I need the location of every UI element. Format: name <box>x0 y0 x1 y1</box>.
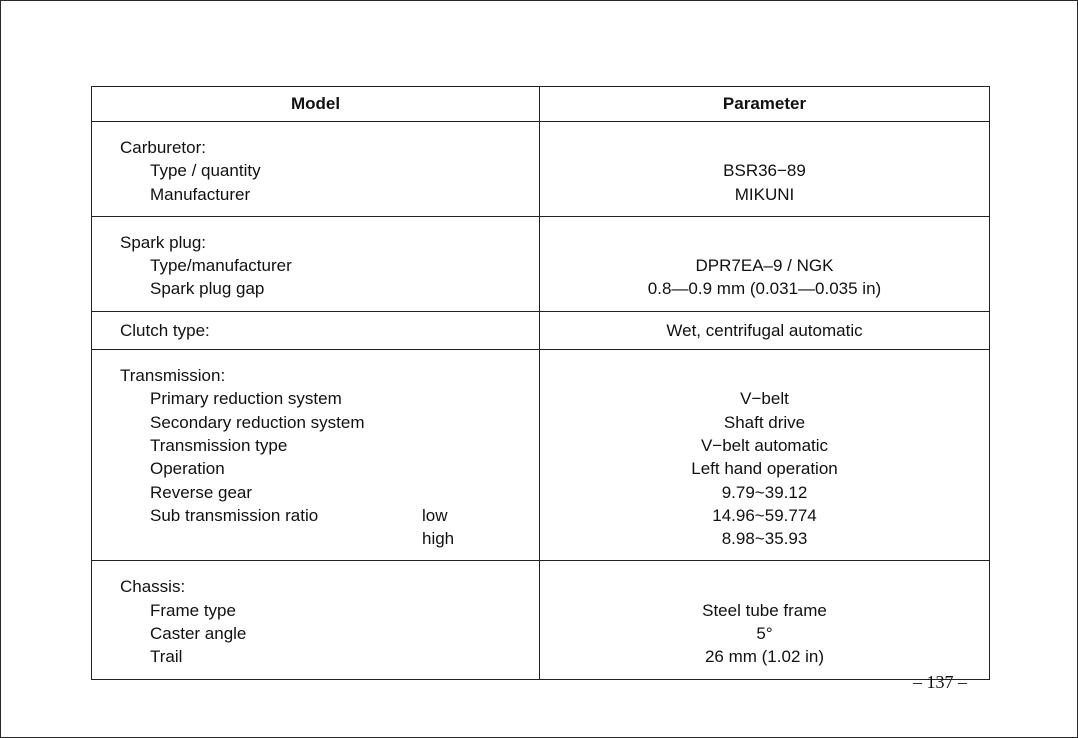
row-label: Spark plug gap <box>150 279 265 299</box>
row-value: Shaft drive <box>723 412 806 432</box>
section-carburetor <box>92 122 990 217</box>
table-header-row <box>92 87 990 122</box>
spec-table <box>91 86 990 680</box>
header-parameter: Parameter <box>540 87 990 122</box>
row-label: Frame type <box>150 600 236 620</box>
section-spark-plug <box>92 216 990 311</box>
row-value: Wet, centrifugal automatic <box>666 320 863 340</box>
row-label: Caster angle <box>150 624 247 644</box>
row-value: Steel tube frame <box>702 600 827 620</box>
section-chassis <box>92 561 990 679</box>
section-transmission <box>92 350 990 561</box>
row-label: Type/manufacturer <box>150 256 292 276</box>
row-label: Manufacturer <box>150 184 251 204</box>
row-value: DPR7EA–9 / NGK <box>695 256 834 276</box>
row-value: 9.79~39.12 <box>721 482 808 502</box>
row-value: V−belt automatic <box>700 435 829 455</box>
page-number: – 137 – <box>913 672 967 692</box>
row-label: Sub transmission ratio <box>150 505 319 525</box>
row-label: Transmission type <box>150 435 288 455</box>
row-value: Left hand operation <box>691 459 838 479</box>
row-value: 26 mm (1.02 in) <box>704 647 825 667</box>
section-title: Spark plug: <box>120 232 206 252</box>
section-title: Carburetor: <box>120 138 206 157</box>
table-row <box>92 527 539 550</box>
row-label: Trail <box>150 647 183 667</box>
section-title: Chassis: <box>120 577 186 597</box>
table-row <box>92 504 539 527</box>
row-value: MIKUNI <box>734 184 795 204</box>
section-clutch <box>92 311 990 349</box>
row-value: 0.8—0.9 mm (0.031—0.035 in) <box>647 279 882 299</box>
row-label: Type / quantity <box>150 161 261 181</box>
row-value: 14.96~59.774 <box>712 505 817 525</box>
row-label: Operation <box>150 459 225 479</box>
row-label: Primary reduction system <box>150 389 342 409</box>
row-sublabel-high: high <box>422 529 455 549</box>
section-title: Transmission: <box>120 366 226 386</box>
row-value: 5° <box>756 624 773 644</box>
header-model: Model <box>92 87 540 122</box>
row-value: 8.98~35.93 <box>721 529 808 549</box>
section-title: Clutch type: <box>120 320 210 340</box>
row-label: Secondary reduction system <box>150 412 365 432</box>
row-value: BSR36−89 <box>723 161 806 181</box>
row-label: Reverse gear <box>150 482 253 502</box>
row-value: V−belt <box>740 389 789 409</box>
row-sublabel-low: low <box>422 505 448 525</box>
